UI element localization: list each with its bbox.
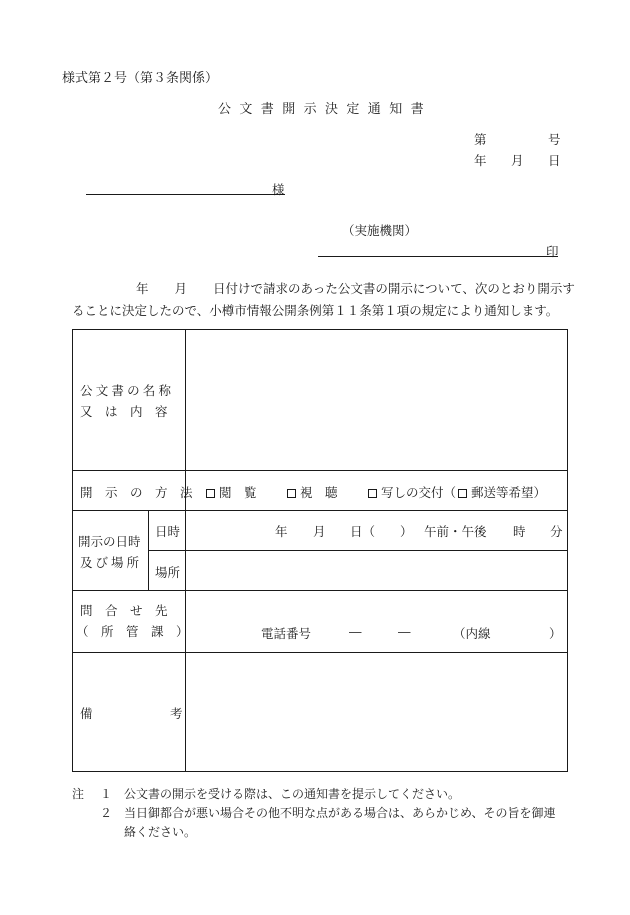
note2-number: ２: [100, 806, 113, 820]
datetime-day: 日（ ）: [350, 524, 413, 539]
number-prefix: 第: [474, 132, 487, 147]
seal-mark: 印: [546, 244, 559, 259]
datetime-place-label-2: 及び場所: [80, 555, 143, 570]
checkbox-mail[interactable]: [458, 489, 467, 498]
datetime-label: 日時: [155, 524, 181, 539]
datetime-minute: 分: [550, 524, 563, 539]
method-option-listen-label: 視 聴: [300, 485, 338, 500]
recipient-honorific: 様: [272, 182, 285, 197]
method-option-view-label: 閲 覧: [219, 485, 257, 500]
recipient-name-line[interactable]: [86, 194, 285, 195]
doc-name-label-1: 公文書の名称: [80, 383, 175, 398]
note2-text-line1: 当日御都合が悪い場合その他不明な点がある場合は、あらかじめ、その旨を御連: [124, 806, 556, 820]
contact-close-paren: ）: [549, 626, 562, 641]
body-month: 月: [174, 281, 188, 296]
datetime-place-label-1: 開示の日時: [78, 534, 141, 549]
date-day: 日: [548, 153, 561, 168]
checkbox-copy[interactable]: [368, 489, 377, 498]
doc-name-value[interactable]: [186, 330, 567, 470]
datetime-month: 月: [313, 524, 326, 539]
body-line1-text: 日付けで請求のあった公文書の開示について、次のとおり開示す: [213, 281, 575, 296]
place-label: 場所: [155, 565, 181, 580]
doc-name-label-2: 又 は 内 容: [80, 404, 168, 419]
document-title: 公文書開示決定通知書: [218, 102, 433, 117]
method-option-listen[interactable]: [287, 483, 338, 501]
contact-label-2: （ 所 管 課 ）: [76, 624, 189, 639]
date-year: 年: [474, 153, 487, 168]
note1-text: 公文書の開示を受ける際は、この通知書を提示してください。: [124, 787, 461, 801]
date-month: 月: [511, 153, 524, 168]
checkbox-listen[interactable]: [287, 489, 296, 498]
contact-label-1: 問 合 せ 先: [80, 603, 168, 618]
place-value[interactable]: [186, 551, 567, 590]
datetime-year: 年: [275, 524, 288, 539]
method-option-view[interactable]: [206, 483, 257, 501]
remarks-label-2: 考: [170, 706, 183, 721]
datetime-hour: 時: [513, 524, 526, 539]
method-option-copy-label: 写しの交付（: [381, 485, 457, 500]
note2-text-line2: 絡ください。: [124, 825, 197, 839]
notice-table: [72, 329, 568, 772]
contact-phone-label: 電話番号: [261, 626, 312, 641]
agency-label: （実施機関）: [342, 223, 418, 238]
remarks-label-1: 備: [80, 706, 93, 721]
agency-name-line[interactable]: [318, 256, 558, 257]
notes: [72, 785, 556, 842]
notes-prefix: 注: [72, 787, 85, 801]
contact-dash-2: ―: [398, 624, 411, 639]
number-suffix: 号: [548, 132, 561, 147]
checkbox-view[interactable]: [206, 489, 215, 498]
note1-number: １: [100, 787, 113, 801]
method-option-copy[interactable]: [368, 483, 546, 501]
form-number: 様式第２号（第３条関係）: [62, 71, 219, 86]
body-line2-text: ることに決定したので、小樽市情報公開条例第１１条第１項の規定により通知します。: [72, 303, 559, 318]
method-label: 開 示 の 方 法: [80, 485, 193, 500]
body-paragraph: [72, 278, 582, 322]
remarks-value[interactable]: [186, 653, 567, 771]
method-option-mail-label: 郵送等希望）: [471, 485, 547, 500]
contact-dash-1: ―: [349, 624, 362, 639]
contact-extension: （内線: [453, 626, 491, 641]
body-year: 年: [136, 281, 149, 296]
datetime-ampm: 午前・午後: [424, 524, 487, 539]
